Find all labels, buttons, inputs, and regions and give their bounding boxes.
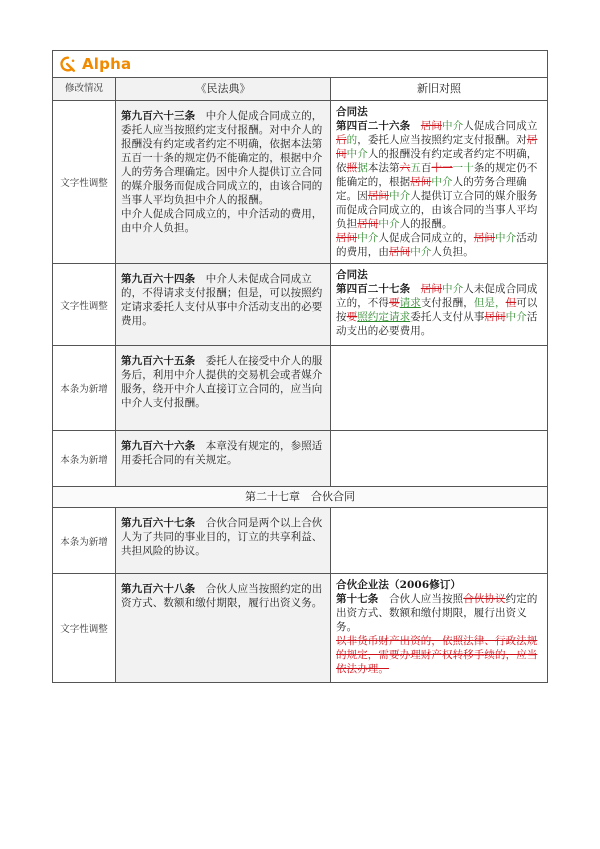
- old-article-number: 第四百二十六条: [336, 120, 411, 132]
- civil-code-text: [116, 264, 330, 332]
- compare-text: [331, 574, 547, 680]
- deleted-text: 十一: [431, 162, 453, 174]
- old-new-compare-cell: [331, 101, 548, 264]
- deleted-text: 居间: [367, 190, 390, 202]
- article-number: 第九百六十三条: [121, 110, 196, 122]
- old-new-compare-cell: [331, 574, 548, 682]
- old-new-compare-cell: [331, 431, 548, 487]
- table-row: [53, 431, 547, 487]
- source-law: 合伙企业法（2006修订）: [336, 579, 462, 591]
- old-new-compare-cell: [331, 346, 548, 431]
- civil-code-paragraph: 第九百六十五条 委托人在接受中介人的服务后，利用中介人提供的交易机会或者媒介服务，绕开中介人直接订立合同的，应当向中介人支付报酬。: [121, 355, 323, 409]
- compare-fragment: 人促成合同成立的，: [378, 232, 474, 244]
- change-type: 文字性调整: [53, 101, 116, 264]
- compare-fragment: 百: [420, 162, 432, 174]
- old-article-number: 第十七条: [336, 593, 379, 605]
- article-number: 第九百六十六条: [121, 440, 196, 452]
- added-text: 中介: [431, 176, 453, 188]
- change-type: 本条为新增: [53, 431, 116, 487]
- deleted-text: 照: [346, 162, 358, 174]
- added-text: 但是，: [473, 297, 506, 309]
- compare-fragment: 人未促成合同成立的，不得: [336, 283, 538, 309]
- added-text: 中介: [378, 218, 400, 230]
- compare-fragment: ，委托人应当按照约定支付报酬。对: [357, 134, 527, 146]
- compare-fragment: 活动支出的必要费用。: [336, 311, 538, 337]
- civil-code-cell: [116, 574, 331, 682]
- table-row: [53, 574, 547, 682]
- compare-fragment: [410, 120, 421, 132]
- chapter-title: 第二十七章 合伙合同: [53, 487, 547, 508]
- brand-bar: [53, 51, 547, 78]
- compare-text: [331, 101, 547, 263]
- chapter-row: [53, 487, 547, 508]
- change-type: 文字性调整: [53, 574, 116, 682]
- deleted-text: 居间: [410, 176, 432, 188]
- deleted-text: 要: [346, 311, 358, 323]
- compare-fragment: 支付报酬，: [420, 297, 474, 309]
- brand-name: Alpha: [82, 55, 132, 73]
- added-text: 中介: [442, 283, 464, 295]
- added-text: 五: [410, 162, 421, 174]
- compare-fragment: 本法第: [367, 162, 400, 174]
- deleted-text: 居间: [473, 232, 496, 244]
- source-law: 合同法: [336, 269, 368, 281]
- article-number: 第九百六十八条: [121, 583, 196, 595]
- deleted-text: 居间: [336, 232, 358, 244]
- civil-code-text: [116, 346, 330, 414]
- compare-fragment: [410, 283, 421, 295]
- added-text: 的: [346, 134, 358, 146]
- compare-fragment: 约定的出资方式、数额和缴付期限，履行出资义务。: [336, 593, 538, 633]
- compare-fragment: 人的报酬没有约定或者约定不明确，依: [336, 148, 538, 174]
- civil-code-cell: [116, 264, 331, 346]
- table-row: [53, 346, 547, 431]
- deleted-text: 六: [399, 162, 411, 174]
- compare-fragment: 人负担。: [431, 246, 474, 258]
- deleted-text: 居间: [336, 134, 538, 160]
- header-old-new-compare: 新旧对照: [331, 78, 548, 101]
- old-article-number: 第四百二十七条: [336, 283, 411, 295]
- civil-code-text: [116, 431, 330, 471]
- compare-fragment: 人提供订立合同的媒介服务而促成合同成立的，由该合同的当事人平均负担: [336, 190, 538, 230]
- compare-fragment: 人的报酬。: [399, 218, 453, 230]
- comparison-table: [53, 78, 547, 682]
- article-number: 第九百六十四条: [121, 273, 196, 285]
- compare-fragment: 合伙人应当按照: [378, 593, 464, 605]
- compare-text: [331, 264, 547, 342]
- compare-fragment: 活动的费用，由: [336, 232, 538, 258]
- civil-code-text: [116, 101, 330, 239]
- civil-code-cell: [116, 431, 331, 487]
- change-type: 文字性调整: [53, 264, 116, 346]
- deleted-text: 居间: [484, 311, 506, 323]
- civil-code-cell: [116, 101, 331, 264]
- deleted-text: 居间: [420, 283, 443, 295]
- table-row: [53, 101, 547, 264]
- header-civil-code: 《民法典》: [116, 78, 331, 101]
- added-text: 中介: [505, 311, 527, 323]
- article-number: 第九百六十五条: [121, 355, 196, 367]
- article-number: 第九百六十七条: [121, 517, 196, 529]
- table-header-row: [53, 78, 547, 101]
- added-text: 请求: [399, 297, 421, 309]
- old-new-compare-cell: [331, 508, 548, 574]
- civil-code-paragraph: 第九百六十七条 合伙合同是两个以上合伙人为了共同的事业目的，订立的共享利益、共担风险的协议。: [121, 517, 323, 557]
- table-row: [53, 508, 547, 574]
- comparison-document: [52, 50, 548, 683]
- deleted-text: 后: [336, 134, 347, 146]
- deleted-text: 居间: [357, 218, 379, 230]
- alpha-logo-icon: [59, 55, 77, 73]
- deleted-text: 以非货币财产出资的，依照法律、行政法规的规定，需要办理财产权转移手续的，应当依法办理。: [336, 635, 538, 675]
- added-text: 中介: [346, 148, 368, 160]
- civil-code-paragraph: 第九百六十四条 中介人未促成合同成立的，不得请求支付报酬；但是，可以按照约定请求委托人支付从事中介活动支出的必要费用。: [121, 273, 323, 327]
- old-new-compare-cell: [331, 264, 548, 346]
- civil-code-text: [116, 508, 330, 562]
- civil-code-paragraph: 第九百六十六条 本章没有规定的，参照适用委托合同的有关规定。: [121, 440, 323, 466]
- civil-code-text: [116, 574, 330, 614]
- civil-code-paragraph: 第九百六十八条 合伙人应当按照约定的出资方式、数额和缴付期限，履行出资义务。: [121, 583, 323, 609]
- added-text: 中介: [389, 190, 411, 202]
- added-text: 中介: [410, 246, 432, 258]
- header-change-type: 修改情况: [53, 78, 116, 101]
- change-type: 本条为新增: [53, 508, 116, 574]
- source-law: 合同法: [336, 106, 368, 118]
- civil-code-paragraph: 第九百六十三条 中介人促成合同成立的，委托人应当按照约定支付报酬。对中介人的报酬没有约定或者约定不明确，依据本法第五百一十条的规定仍不能确定的，根据中介人的劳务合理确定。因中介人提供订立合同的媒介服务而促成合同成立的，由该合同的当事人平均负担中介人的报酬。: [121, 110, 323, 206]
- deleted-text: 合伙协议: [463, 593, 506, 605]
- compare-fragment: 条的规定仍不能确定的，根据: [336, 162, 538, 188]
- added-text: 中介: [495, 232, 517, 244]
- compare-fragment: 委托人支付从事: [410, 311, 485, 323]
- compare-fragment: 可以按: [336, 297, 538, 323]
- added-text: 照约定请求: [357, 311, 411, 323]
- table-row: [53, 264, 547, 346]
- added-text: 中介: [357, 232, 379, 244]
- compare-fragment: 人促成合同成立: [463, 120, 538, 132]
- civil-code-cell: [116, 508, 331, 574]
- deleted-text: 要: [389, 297, 400, 309]
- civil-code-cell: [116, 346, 331, 431]
- added-text: 据: [357, 162, 368, 174]
- added-text: 中介: [442, 120, 464, 132]
- added-text: 一十: [452, 162, 474, 174]
- deleted-text: 居间: [420, 120, 443, 132]
- civil-code-paragraph: 中介人促成合同成立的，中介活动的费用，由中介人负担。: [121, 208, 323, 234]
- change-type: 本条为新增: [53, 346, 116, 431]
- deleted-text: 居间: [389, 246, 411, 258]
- table-body: [53, 101, 547, 682]
- compare-fragment: 人的劳务合理确定。因: [336, 176, 527, 202]
- deleted-text: 但: [505, 297, 517, 309]
